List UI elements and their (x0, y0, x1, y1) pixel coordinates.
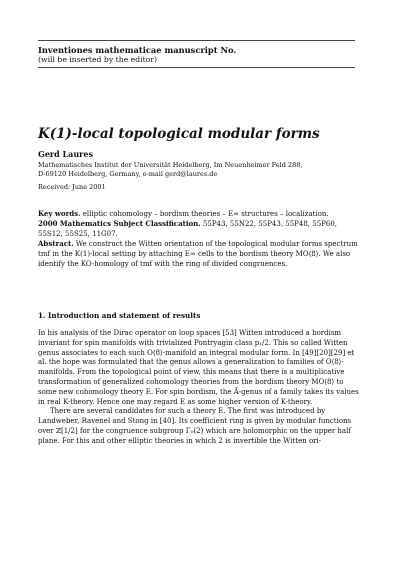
abstract-paragraph (38, 239, 361, 269)
received-date: Received: June 2001 (38, 183, 106, 191)
affiliation-line-1: Mathematisches Institut der Universität Heidelberg, Im Neuenheimer Feld 288, (38, 161, 303, 169)
journal-note: (will be inserted by the editor) (38, 55, 157, 64)
body-paragraph-2: There are several candidates for such a theory E. The first was introduced by Landweber, Ravenel and Stong in [40]. Its coefficient ring is given by modular functions over ℤ[1/2] for the congruence subgroup Γ₀(2) which are holomorphic on the upper half plane. For this and other elliptic theories in which 2 is invertible the Witten ori- (38, 407, 352, 445)
author-name: Gerd Laures (38, 149, 93, 159)
abstract-text: We construct the Witten orientation of the topological modular forms spectrum tmf in the K(1)-local setting by attaching E∞ cells to the bordism theory MO⟨8⟩. We also identify the KO-homology of tmf with the ring of divided congruences. (38, 240, 358, 269)
affiliation-line-2: D-69120 Heidelberg, Germany, e-mail gerd@laures.de (38, 170, 218, 178)
author-affiliation (38, 161, 302, 179)
journal-name: Inventiones mathematicae manuscript No. (38, 45, 237, 55)
section-body (38, 329, 361, 447)
msc-paragraph (38, 219, 361, 239)
keywords-paragraph (38, 209, 361, 219)
msc-label: 2000 Mathematics Subject Classification. (38, 219, 201, 229)
front-matter (38, 209, 361, 270)
journal-header-box (38, 40, 355, 68)
msc-text: 55P43, 55N22, 55P43, 55P48, 55P60, 55S12, 55S25, 11G07. (38, 220, 338, 239)
keywords-text: elliptic cohomology – bordism theories – E∞ structures – localization. (82, 210, 329, 218)
paper-title: K(1)-local topological modular forms (38, 126, 320, 142)
abstract-label: Abstract. (38, 239, 74, 249)
body-paragraph-1: In his analysis of the Dirac operator on loop spaces [53] Witten introduced a bordism invariant for spin manifolds with trivialized Pontryagin class p₁/2. This so called Witten genus associates to each such O⟨8⟩-manifold an integral modular form. In [49][20][29] et al. the hope was formulated that the genus allows a generalization to families of O⟨8⟩-manifolds. From the topological point of view, this means that there is a multiplicative transformation of generalized cohomology theories from the bordism theory MO⟨8⟩ to some new cohomology theory E. For spin bordism, the Â-genus of a family takes its values in real K-theory. Hence one may regard E as some higher version of K-theory. (38, 329, 359, 406)
keywords-label: Key words. (38, 209, 81, 218)
section-heading: 1. Introduction and statement of results (38, 311, 201, 320)
